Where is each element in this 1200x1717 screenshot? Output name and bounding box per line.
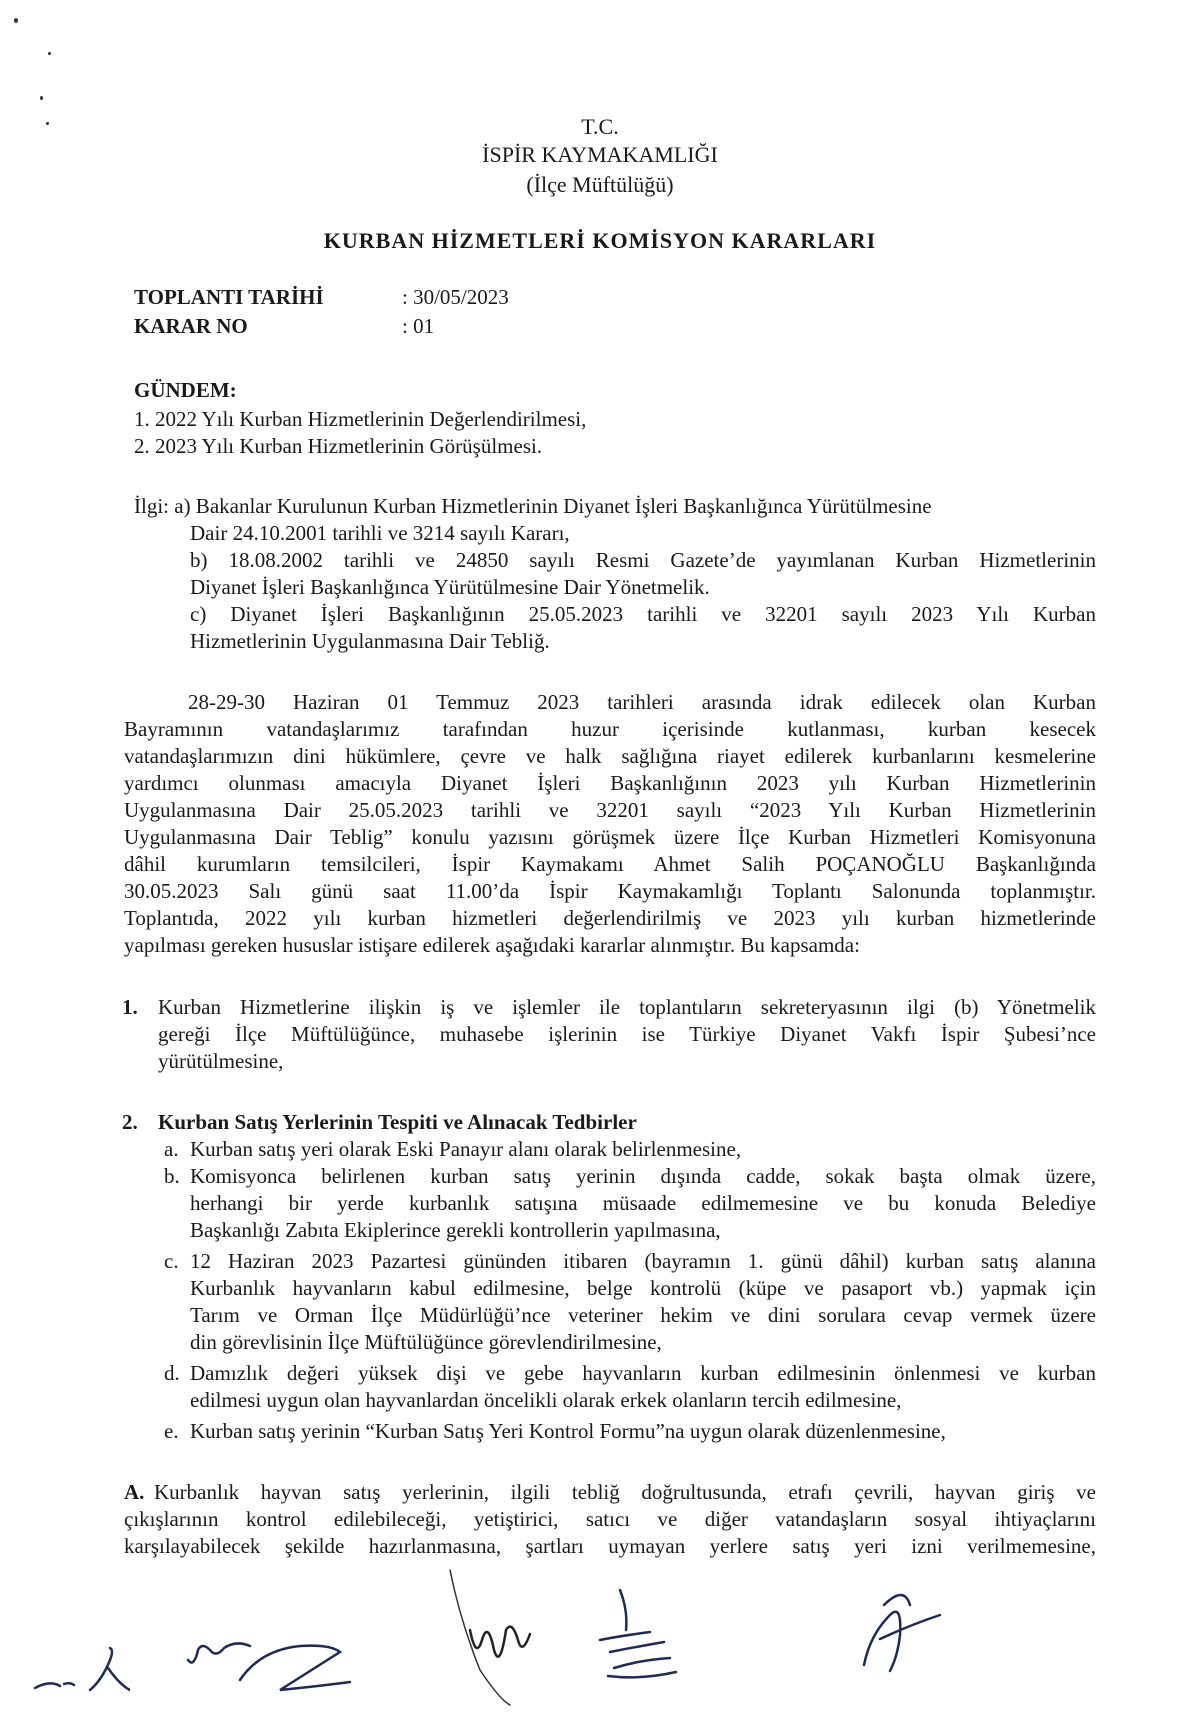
body-line: 30.05.2023 Salı günü saat 11.00’da İspir Kaymakamlığı Toplantı Salonunda toplanmıştır. (124, 879, 1096, 903)
section-a-line: çıkışlarının kontrol edilebileceği, yetiştirici, satıcı ve diğer vatandaşların sosyal ihtiyaçlarını (124, 1507, 1096, 1531)
body-line: Bayramının vatandaşlarımız tarafından huzur içerisinde kutlanması, kurban kesecek (124, 717, 1096, 741)
decision-2-item-line: Damızlık değeri yüksek dişi ve gebe hayvanların kurban edilmesinin önlenmesi ve kurban (190, 1361, 1096, 1385)
decision-2-heading: Kurban Satış Yerlerinin Tespiti ve Alınacak Tedbirler (158, 1110, 637, 1134)
reference-line: Hizmetlerinin Uygulanmasına Dair Tebliğ. (190, 629, 550, 653)
body-line: Uygulanmasına Dair 25.05.2023 tarihli ve 32201 sayılı “2023 Yılı Kurban Hizmetlerinin (124, 798, 1096, 822)
meeting-date-value: : 30/05/2023 (402, 285, 509, 309)
decision-2-item-line: Kurbanlık hayvanların kabul edilmesine, belge kontrolü (küpe ve pasaport vb.) yapmak için (190, 1276, 1096, 1300)
body-line: vatandaşlarımızın dini hükümlere, çevre ve halk sağlığına riayet edilerek kurbanlarını kesmelerine (124, 744, 1096, 768)
header-authority: İSPİR KAYMAKAMLIĞI (482, 142, 718, 167)
decision-2-item-line: Kurban satış yerinin “Kurban Satış Yeri Kontrol Formu”na uygun olarak düzenlenmesine, (190, 1419, 946, 1443)
signature-5 (850, 1575, 960, 1685)
decision-2-item-letter: e. (164, 1419, 179, 1443)
reference-line: c) Diyanet İşleri Başkanlığının 25.05.2023 tarihli ve 32201 sayılı 2023 Yılı Kurban (190, 602, 1096, 626)
body-line: yardımcı olunması amacıyla Diyanet İşleri Başkanlığının 2023 yılı Kurban Hizmetlerinin (124, 771, 1096, 795)
decision-2-item-letter: c. (164, 1249, 179, 1273)
document-title: KURBAN HİZMETLERİ KOMİSYON KARARLARI (323, 228, 877, 253)
body-line: Toplantıda, 2022 yılı kurban hizmetleri değerlendirilmiş ve 2023 yılı kurban hizmetlerinde (124, 906, 1096, 930)
decision-1-line: gereği İlçe Müftülüğünce, muhasebe işlerinin ise Türkiye Diyanet Vakfı İspir Şubesi’nce (158, 1022, 1096, 1046)
decision-2-item-line: edilmesi uygun olan hayvanlardan öncelikli olarak erkek olanların tercih edilmesine, (190, 1388, 902, 1412)
signature-1 (30, 1630, 130, 1700)
section-a-letter: A. (124, 1480, 145, 1504)
signature-4 (580, 1580, 700, 1690)
decision-1-line: yürütülmesine, (158, 1049, 284, 1073)
scan-speck (48, 52, 51, 55)
decision-1-number: 1. (122, 995, 138, 1019)
meeting-date-label: TOPLANTI TARİHİ (134, 285, 324, 309)
agenda-item: 2. 2023 Yılı Kurban Hizmetlerinin Görüşülmesi. (134, 434, 543, 458)
decision-2-item-line: Kurban satış yeri olarak Eski Panayır alanı olarak belirlenmesine, (190, 1137, 742, 1161)
decision-2-item-line: 12 Haziran 2023 Pazartesi gününden itibaren (bayramın 1. günü dâhil) kurban satış alanına (190, 1249, 1096, 1273)
decision-1-line: Kurban Hizmetlerine ilişkin iş ve işlemler ile toplantıların sekreteryasının ilgi (b) Yönetmelik (158, 995, 1096, 1019)
agenda-item: 1. 2022 Yılı Kurban Hizmetlerinin Değerlendirilmesi, (134, 407, 587, 431)
signature-2 (180, 1620, 380, 1710)
body-line: dâhil kurumların temsilcileri, İspir Kaymakamı Ahmet Salih POÇANOĞLU Başkanlığında (124, 852, 1096, 876)
decision-2-item-letter: a. (164, 1137, 179, 1161)
decision-2-item-line: Komisyonca belirlenen kurban satış yerinin dışında cadde, sokak başta olmak üzere, (190, 1164, 1096, 1188)
body-line: yapılması gereken hususlar istişare edilerek aşağıdaki kararlar alınmıştır. Bu kapsamda: (124, 933, 860, 957)
agenda-heading: GÜNDEM: (134, 378, 237, 402)
body-line: Uygulanmasına Dair Teblig” konulu yazısını görüşmek üzere İlçe Kurban Hizmetleri Komisyonuna (124, 825, 1096, 849)
decision-2-item-line: din görevlisinin İlçe Müftülüğünce görevlendirilmesine, (190, 1330, 662, 1354)
header-tc: T.C. (581, 114, 619, 139)
decision-2-item-letter: b. (164, 1164, 180, 1188)
section-a-line: Kurbanlık hayvan satış yerlerinin, ilgili tebliğ doğrultusunda, etrafı çevrili, hayvan giriş ve (154, 1480, 1096, 1504)
scan-speck (14, 18, 18, 23)
decision-number-label: KARAR NO (134, 314, 248, 338)
header-department: (İlçe Müftülüğü) (526, 172, 674, 197)
decision-2-item-line: Başkanlığı Zabıta Ekiplerince gerekli kontrollerin yapılmasına, (190, 1218, 721, 1242)
signature-3 (440, 1560, 570, 1710)
body-line: 28-29-30 Haziran 01 Temmuz 2023 tarihleri arasında idrak edilecek olan Kurban (188, 690, 1096, 714)
decision-2-item-line: herhangi bir yerde kurbanlık satışına müsaade edilmemesine ve bu konuda Belediye (190, 1191, 1096, 1215)
section-a-line: karşılayabilecek şekilde hazırlanmasına, şartları uymayan yerlere satış yeri izni verilmemesine, (124, 1534, 1096, 1558)
decision-2-number: 2. (122, 1110, 138, 1134)
reference-line: İlgi: a) Bakanlar Kurulunun Kurban Hizmetlerinin Diyanet İşleri Başkanlığınca Yürütülmesine (134, 494, 932, 518)
decision-number-value: : 01 (402, 314, 435, 338)
decision-2-item-line: Tarım ve Orman İlçe Müdürlüğü’nce veteriner hekim ve dini sorulara cevap vermek üzere (190, 1303, 1096, 1327)
reference-line: Dair 24.10.2001 tarihli ve 3214 sayılı Kararı, (190, 521, 570, 545)
scan-speck (40, 96, 43, 100)
reference-line: Diyanet İşleri Başkanlığınca Yürütülmesine Dair Yönetmelik. (190, 575, 710, 599)
reference-line: b) 18.08.2002 tarihli ve 24850 sayılı Resmi Gazete’de yayımlanan Kurban Hizmetlerinin (190, 548, 1096, 572)
decision-2-item-letter: d. (164, 1361, 180, 1385)
